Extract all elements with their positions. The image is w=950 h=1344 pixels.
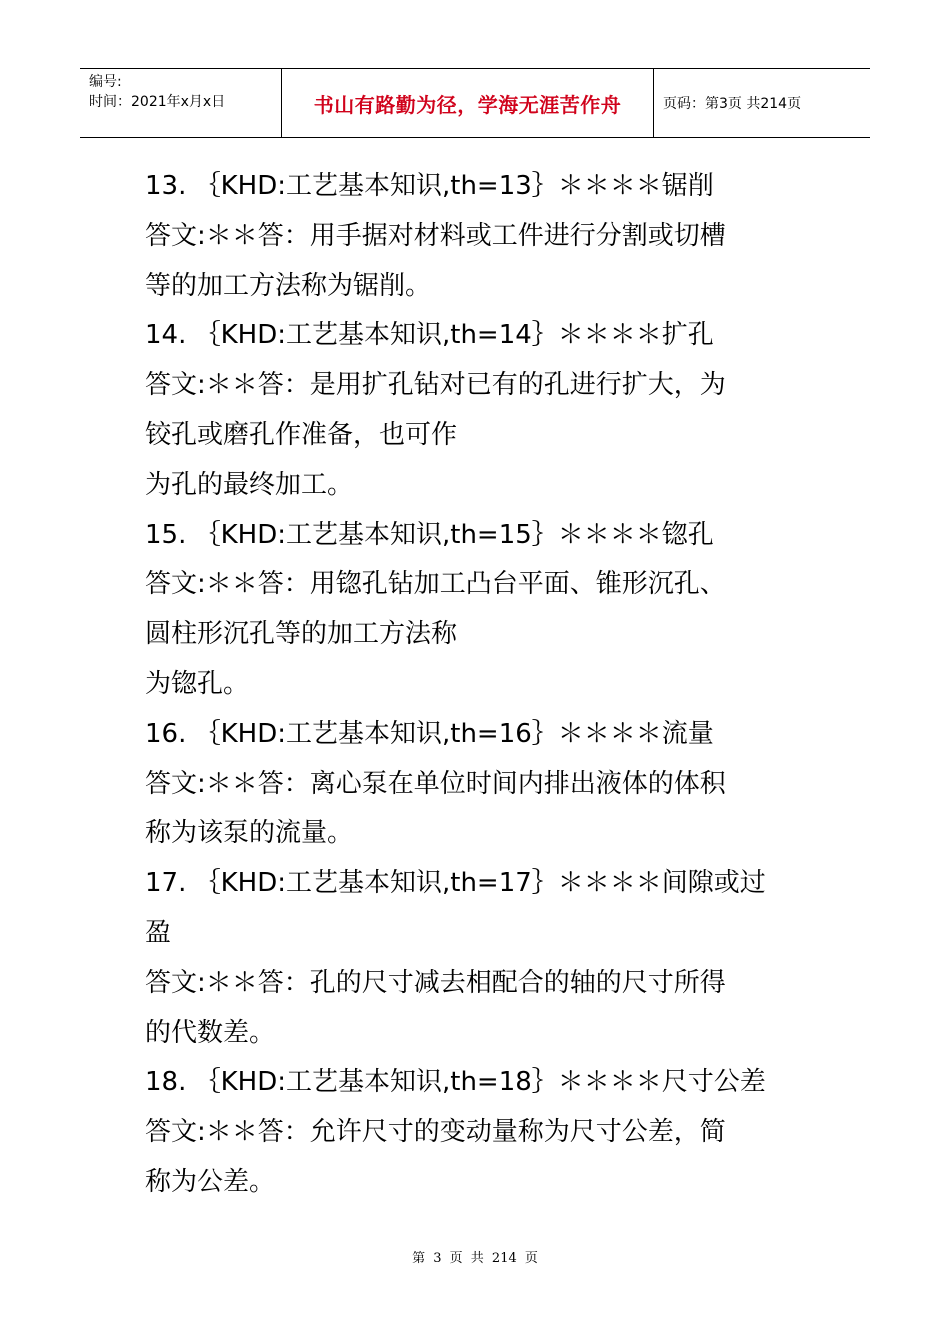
- page-header: [80, 68, 870, 138]
- header-meta: [80, 69, 282, 137]
- text-line: 盈: [145, 917, 172, 948]
- text-line: 答文:＊＊答：是用扩孔钻对已有的孔进行扩大，为: [145, 370, 726, 401]
- text-line: 圆柱形沉孔等的加工方法称: [145, 619, 458, 650]
- text-line: 称为该泵的流量。: [145, 818, 354, 849]
- text-line: 答文:＊＊答：离心泵在单位时间内排出液体的体积: [145, 768, 726, 799]
- text-line: 称为公差。: [145, 1166, 276, 1197]
- page-footer: [0, 1247, 950, 1266]
- code-label: 编号:: [89, 74, 122, 90]
- text-line: 为锪孔。: [145, 668, 250, 699]
- text-line: 15. ｛KHD:工艺基本知识,th=15｝＊＊＊＊锪孔: [145, 519, 714, 550]
- text-line: 答文:＊＊答：允许尺寸的变动量称为尺寸公差，简: [145, 1117, 726, 1148]
- text-line: 16. ｛KHD:工艺基本知识,th=16｝＊＊＊＊流量: [145, 718, 714, 749]
- text-line: 为孔的最终加工。: [145, 469, 354, 500]
- text-line: 13. ｛KHD:工艺基本知识,th=13｝＊＊＊＊锯削: [145, 171, 714, 201]
- header-page-info: [654, 69, 870, 137]
- text-line: 答文:＊＊答：用锪孔钻加工凸台平面、锥形沉孔、: [145, 569, 726, 600]
- text-line: 答文:＊＊答：孔的尺寸减去相配合的轴的尺寸所得: [145, 967, 726, 998]
- text-line: 等的加工方法称为锯削。: [145, 270, 432, 301]
- page-info-text: 页码：第3页 共214页: [663, 96, 802, 112]
- text-line: 的代数差。: [145, 1017, 276, 1048]
- text-line: 18. ｛KHD:工艺基本知识,th=18｝＊＊＊＊尺寸公差: [145, 1067, 766, 1098]
- header-motto: [282, 69, 654, 137]
- text-line: 14. ｛KHD:工艺基本知识,th=14｝＊＊＊＊扩孔: [145, 320, 714, 351]
- motto-text: 书山有路勤为径，学海无涯苦作舟: [313, 92, 622, 117]
- document-body: [145, 162, 815, 1208]
- text-line: 17. ｛KHD:工艺基本知识,th=17｝＊＊＊＊间隙或过: [145, 868, 766, 899]
- footer-page-number: 第 3 页 共 214 页: [412, 1251, 538, 1266]
- text-line: 铰孔或磨孔作准备，也可作: [145, 419, 458, 450]
- time-label: 时间：2021年x月x日: [89, 94, 226, 110]
- text-line: 答文:＊＊答：用手据对材料或工件进行分割或切槽: [145, 220, 726, 251]
